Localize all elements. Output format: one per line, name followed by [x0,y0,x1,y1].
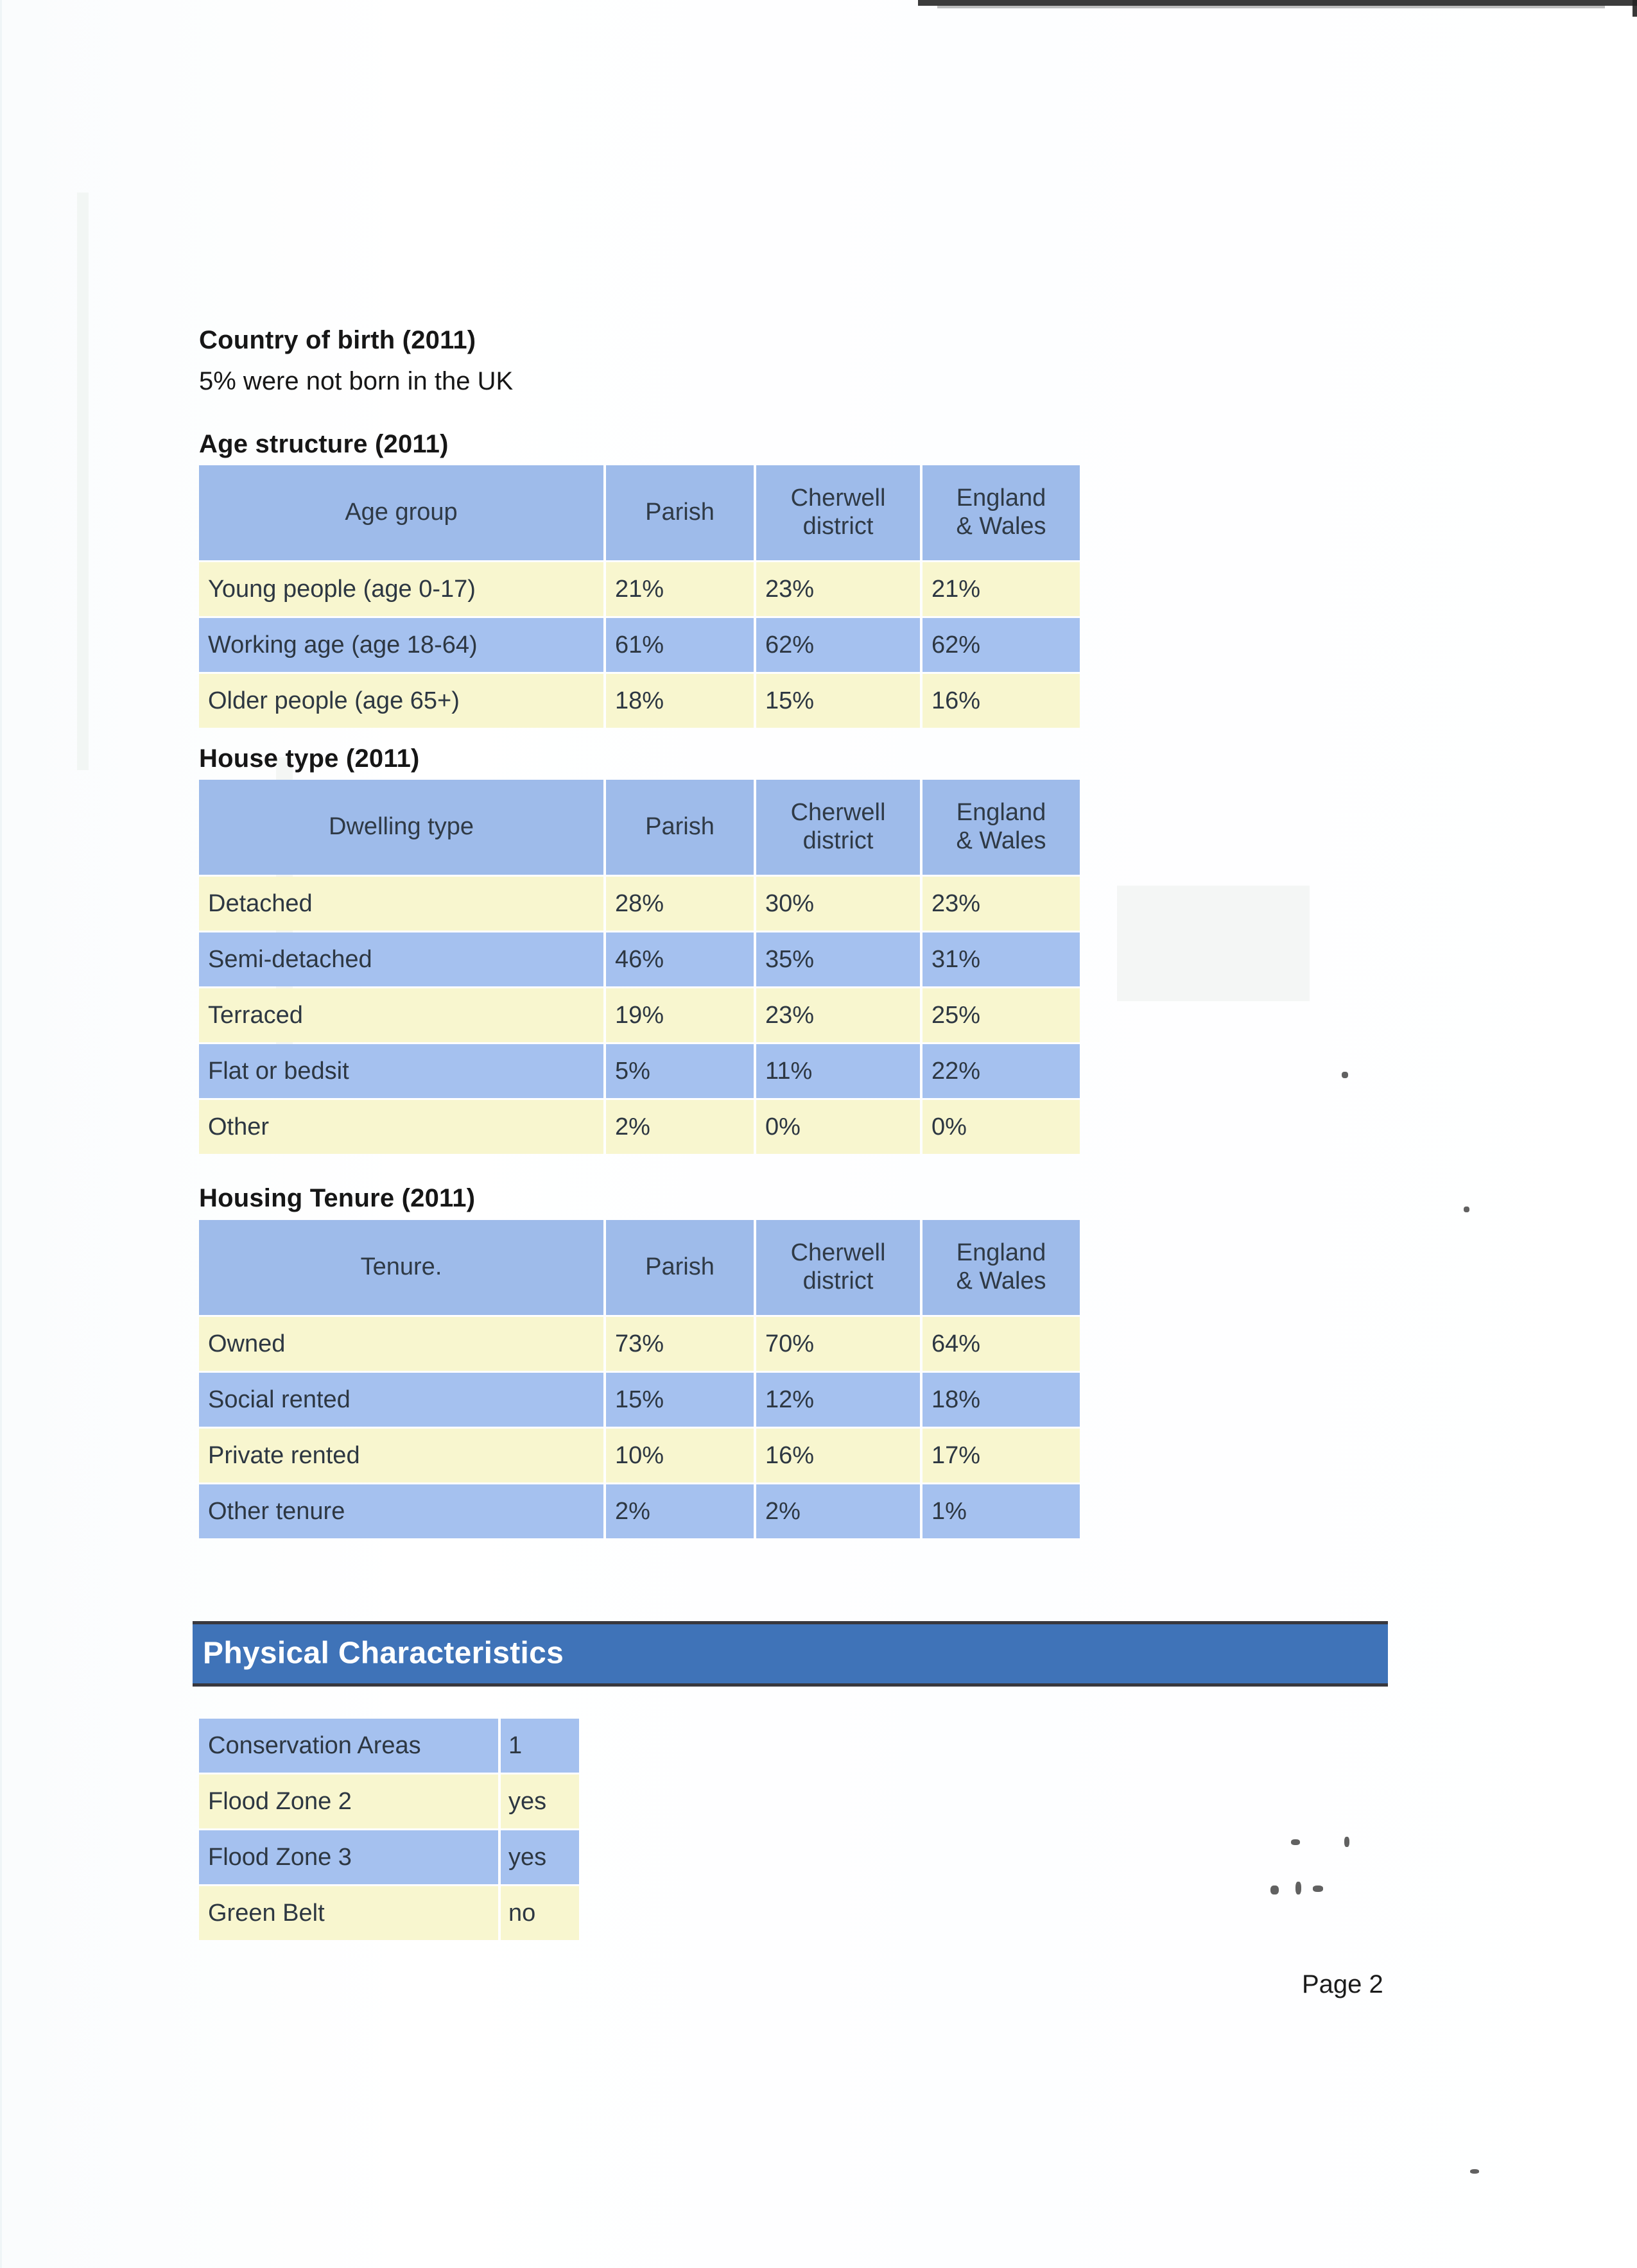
column-header-cherwell-district [756,780,920,875]
table-row [199,1429,1080,1482]
column-header-line: England [956,799,1046,827]
cell-parish: 10% [606,1429,754,1482]
column-header-line: Dwelling type [329,813,474,841]
cell-cherwell: 62% [756,618,920,672]
column-header-cherwell-district [756,1220,920,1315]
row-label: Conservation Areas [199,1719,498,1773]
column-header-parish [606,780,754,875]
table-row [199,1100,1080,1154]
table-row [199,877,1080,931]
row-value: no [501,1886,579,1940]
banner-rule-bottom [193,1683,1388,1687]
row-label: Private rented [199,1429,603,1482]
physical-characteristics-table [196,1717,582,1942]
row-label: Social rented [199,1373,603,1427]
table-row [199,562,1080,616]
row-value: yes [501,1774,579,1828]
table-row [199,1373,1080,1427]
country-of-birth-heading: Country of birth (2011) [199,326,476,354]
column-header-line: England [956,1239,1046,1267]
house-type-table [196,778,1082,1156]
table-row [199,988,1080,1042]
cell-cherwell: 70% [756,1317,920,1371]
row-label: Terraced [199,988,603,1042]
cell-england-wales: 1% [922,1484,1080,1538]
cell-parish: 46% [606,932,754,986]
cell-england-wales: 22% [922,1044,1080,1098]
column-header-line: Cherwell [790,1239,886,1267]
cell-parish: 21% [606,562,754,616]
column-header-cherwell-district [756,465,920,560]
age-structure-heading: Age structure (2011) [199,430,449,458]
row-label: Owned [199,1317,603,1371]
banner-title: Physical Characteristics [203,1636,564,1671]
column-header-line: Parish [645,499,715,526]
column-header-line: Tenure. [360,1253,442,1281]
table-row [199,1484,1080,1538]
column-header-tenure [199,1220,603,1315]
column-header-line: Parish [645,813,715,841]
cell-england-wales: 23% [922,877,1080,931]
cell-england-wales: 25% [922,988,1080,1042]
cell-england-wales: 31% [922,932,1080,986]
cell-england-wales: 21% [922,562,1080,616]
row-label: Detached [199,877,603,931]
column-header-england-wales [922,1220,1080,1315]
cell-parish: 2% [606,1100,754,1154]
cell-cherwell: 11% [756,1044,920,1098]
age-structure-table [196,463,1082,730]
cell-england-wales: 64% [922,1317,1080,1371]
column-header-england-wales [922,780,1080,875]
table-row [199,1044,1080,1098]
column-header-line: Age group [345,499,458,526]
column-header-england-wales [922,465,1080,560]
country-of-birth-statement: 5% were not born in the UK [199,367,514,395]
cell-cherwell: 2% [756,1484,920,1538]
cell-parish: 2% [606,1484,754,1538]
column-header-line: district [802,513,874,540]
row-value: yes [501,1830,579,1884]
housing-tenure-heading: Housing Tenure (2011) [199,1184,476,1212]
column-header-line: England [956,485,1046,512]
cell-cherwell: 23% [756,562,920,616]
row-label: Working age (age 18-64) [199,618,603,672]
physical-characteristics-banner [193,1621,1388,1687]
banner-bar [193,1624,1388,1683]
column-header-dwelling-type [199,780,603,875]
column-header-line: & Wales [956,1267,1046,1294]
cell-england-wales: 16% [922,674,1080,728]
house-type-heading: House type (2011) [199,744,420,773]
row-value: 1 [501,1719,579,1773]
column-header-parish [606,1220,754,1315]
cell-parish: 28% [606,877,754,931]
row-label: Flood Zone 2 [199,1774,498,1828]
cell-parish: 15% [606,1373,754,1427]
column-header-line: & Wales [956,827,1046,854]
cell-cherwell: 15% [756,674,920,728]
cell-parish: 73% [606,1317,754,1371]
table-row [199,1886,579,1940]
cell-england-wales: 62% [922,618,1080,672]
row-label: Green Belt [199,1886,498,1940]
cell-parish: 18% [606,674,754,728]
column-header-parish [606,465,754,560]
table-row [199,1830,579,1884]
table-row [199,1774,579,1828]
column-header-line: Parish [645,1253,715,1281]
housing-tenure-table [196,1218,1082,1540]
cell-cherwell: 0% [756,1100,920,1154]
row-label: Semi-detached [199,932,603,986]
cell-cherwell: 12% [756,1373,920,1427]
column-header-line: district [802,1267,874,1294]
table-row [199,932,1080,986]
row-label: Flood Zone 3 [199,1830,498,1884]
row-label: Older people (age 65+) [199,674,603,728]
cell-cherwell: 23% [756,988,920,1042]
cell-parish: 5% [606,1044,754,1098]
row-label: Other tenure [199,1484,603,1538]
column-header-age-group [199,465,603,560]
table-row [199,1719,579,1773]
cell-england-wales: 0% [922,1100,1080,1154]
column-header-line: district [802,827,874,854]
table-header-row [199,1220,1080,1315]
cell-parish: 61% [606,618,754,672]
column-header-line: Cherwell [790,485,886,512]
row-label: Flat or bedsit [199,1044,603,1098]
table-row [199,1317,1080,1371]
row-label: Other [199,1100,603,1154]
row-label: Young people (age 0-17) [199,562,603,616]
cell-cherwell: 30% [756,877,920,931]
cell-cherwell: 16% [756,1429,920,1482]
cell-parish: 19% [606,988,754,1042]
table-header-row [199,465,1080,560]
cell-england-wales: 18% [922,1373,1080,1427]
table-row [199,674,1080,728]
cell-cherwell: 35% [756,932,920,986]
page-number: Page 2 [1302,1970,1383,1998]
cell-england-wales: 17% [922,1429,1080,1482]
column-header-line: & Wales [956,513,1046,540]
table-row [199,618,1080,672]
column-header-line: Cherwell [790,799,886,827]
table-header-row [199,780,1080,875]
